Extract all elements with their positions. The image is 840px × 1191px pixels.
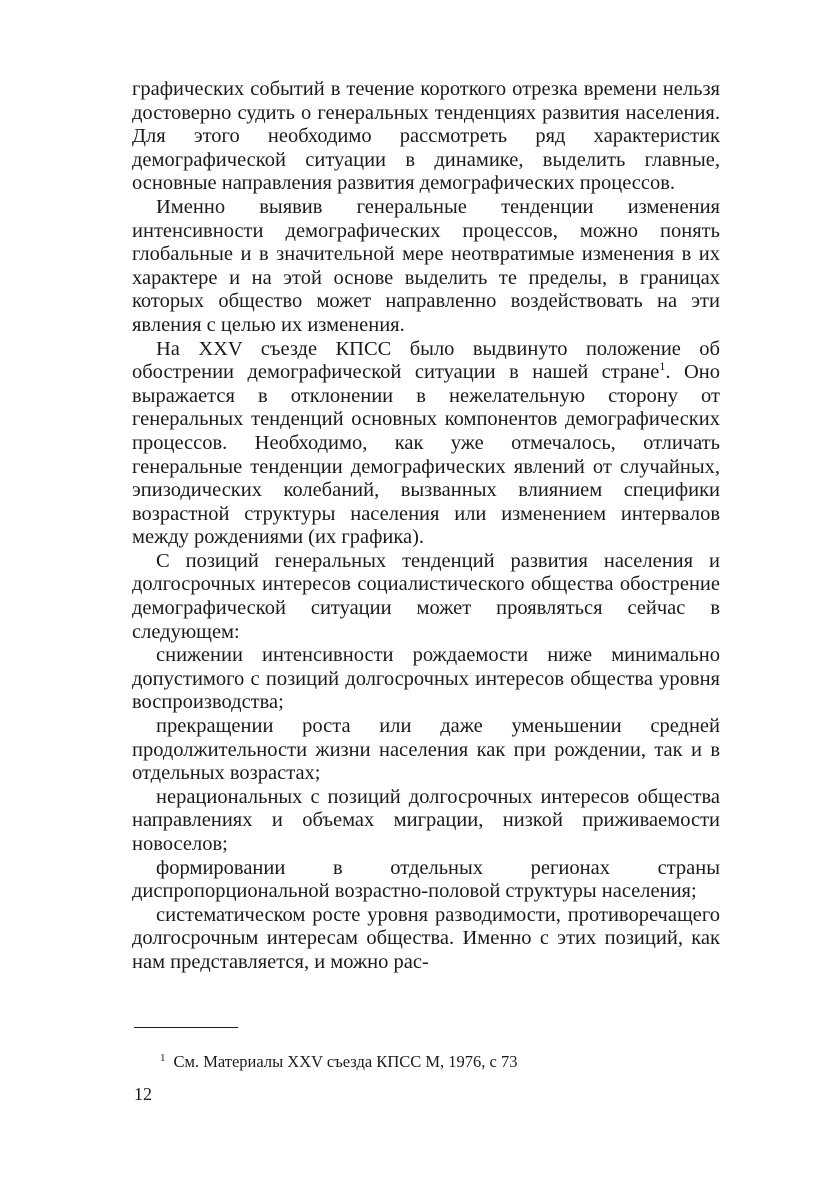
paragraph-3-end: . Оно выражается в отклонении в нежелательную сторону от генеральных тенденций основных компонентов демографических процессов. Необходимо, как уже отмечалось, отличать генеральные тенденции демографических явлений от случайных, эпизодических колебаний, вызванных влиянием специфики возрастной структуры населения или изменением интервалов между рождениями (их графика). bbox=[132, 361, 720, 549]
paragraph-4: С позиций генеральных тенденций развития населения и долгосрочных интересов социалистического общества обострение демографической ситуации может проявляться сейчас в следующем: bbox=[132, 549, 720, 643]
footnote-reference: 1 bbox=[659, 359, 666, 374]
footnote-divider bbox=[134, 1027, 238, 1028]
footnote-mark: 1 bbox=[160, 1051, 166, 1064]
main-text bbox=[132, 78, 720, 975]
footnote bbox=[160, 1052, 720, 1072]
paragraph-3 bbox=[132, 338, 720, 550]
paragraph-2: Именно выявив генеральные тенденции изменения интенсивности демографических процессов, можно понять глобальные и в значительной мере неотвратимые изменения в их характере и на этой основе выделить те пределы, в границах которых общество может направленно воздействовать на эти явления с целью их изменения. bbox=[132, 195, 720, 336]
page-number: 12 bbox=[134, 1084, 152, 1104]
paragraph-1: графических событий в течение короткого отрезка времени нельзя достоверно судить о генеральных тенденциях развития населения. Для этого необходимо рассмотреть ряд характеристик демографической ситуации в динамике, выделить главные, основные направления развития демографических процессов. bbox=[132, 78, 720, 195]
list-item-life-expectancy: прекращении роста или даже уменьшении средней продолжительности жизни населения как при рождении, так и в отдельных возрастах; bbox=[132, 715, 720, 785]
footnote-text: См. Материалы XXV съезда КПСС М, 1976, с 73 bbox=[173, 1052, 518, 1071]
list-item-age-structure: формировании в отдельных регионах страны диспропорциональной возрастно-половой структуры населения; bbox=[132, 856, 720, 903]
paragraph-3-start: На XXV съезде КПСС было выдвинуто положение об обострении демографической ситуации в нашей стране bbox=[132, 337, 720, 384]
list-item-birth-rate: снижении интенсивности рождаемости ниже минимально допустимого с позиций долгосрочных интересов общества уровня воспроизводства; bbox=[132, 644, 720, 714]
list-item-divorce-rate: систематическом росте уровня разводимости, противоречащего долгосрочным интересам общества. Именно с этих позиций, как нам представляется, и можно рас- bbox=[132, 903, 720, 973]
list-item-migration: нерациональных с позиций долгосрочных интересов общества направлениях и объемах миграции, низкой приживаемости новоселов; bbox=[132, 785, 720, 855]
